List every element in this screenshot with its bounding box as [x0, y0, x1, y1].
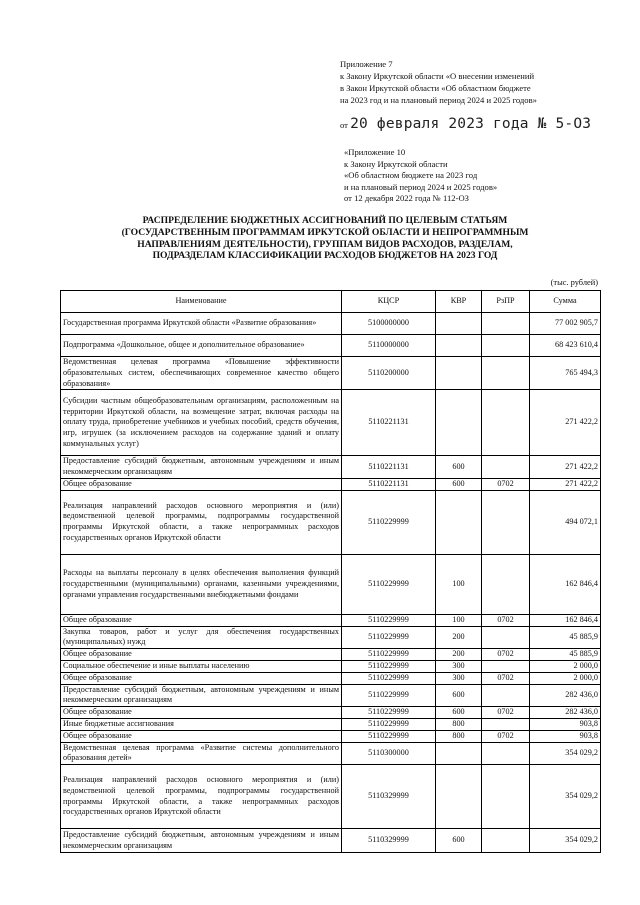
cell-rzpr — [482, 626, 530, 649]
cell-kcsr: 5110221131 — [342, 456, 436, 479]
cell-name: Государственная программа Иркутской области «Развитие образования» — [61, 313, 342, 335]
cell-name: Ведомственная целевая программа «Повышение эффективности образовательных систем, обеспечивающих современное качество общего образования» — [61, 357, 342, 390]
cell-name: Предоставление субсидий бюджетным, автономным учреждениям и иным некоммерческим организациям — [61, 456, 342, 479]
cell-rzpr — [482, 742, 530, 765]
header-rzpr: РзПР — [482, 291, 530, 313]
table-row — [61, 707, 601, 719]
cell-name: Общее образование — [61, 672, 342, 684]
cell-kvr — [436, 390, 482, 456]
cell-sum: 77 002 905,7 — [530, 313, 601, 335]
appendix-10-header — [344, 147, 497, 205]
cell-kcsr: 5110229999 — [342, 614, 436, 626]
cell-sum: 282 436,0 — [530, 684, 601, 707]
cell-name: Реализация направлений расходов основного мероприятия и (или) ведомственной целевой программы, подпрограммы государственной программы Иркутской области, а также непрограммных расходов государственных органов Иркутской области — [61, 490, 342, 554]
table-row — [61, 765, 601, 829]
cell-rzpr: 0702 — [482, 649, 530, 661]
cell-name: Ведомственная целевая программа «Развитие системы дополнительного образования детей» — [61, 742, 342, 765]
cell-kvr — [436, 357, 482, 390]
appendix-10-line: и на плановый период 2024 и 2025 годов» — [344, 181, 498, 192]
cell-rzpr — [482, 456, 530, 479]
cell-sum: 765 494,3 — [530, 357, 601, 390]
cell-kvr: 600 — [436, 684, 482, 707]
cell-rzpr — [482, 684, 530, 707]
table-row — [61, 313, 601, 335]
appendix-7-line: Приложение 7 — [340, 59, 393, 69]
cell-rzpr — [482, 390, 530, 456]
cell-rzpr — [482, 718, 530, 730]
cell-kcsr: 5110329999 — [342, 829, 436, 853]
document-title — [100, 215, 550, 262]
cell-kvr — [436, 313, 482, 335]
table-row — [61, 390, 601, 456]
table-row — [61, 614, 601, 626]
cell-kcsr: 5110300000 — [342, 742, 436, 765]
cell-sum: 2 000,0 — [530, 660, 601, 672]
cell-kcsr: 5110229999 — [342, 626, 436, 649]
cell-kvr — [436, 335, 482, 357]
cell-sum: 271 422,2 — [530, 390, 601, 456]
table-row — [61, 626, 601, 649]
table-row — [61, 490, 601, 554]
cell-name: Общее образование — [61, 614, 342, 626]
cell-sum: 162 846,4 — [530, 554, 601, 614]
appendix-7-line: в Закон Иркутской области «Об областном бюджете — [340, 83, 531, 93]
cell-rzpr — [482, 490, 530, 554]
table-row — [61, 554, 601, 614]
title-line: ПОДРАЗДЕЛАМ КЛАССИФИКАЦИИ РАСХОДОВ БЮДЖЕТОВ НА 2023 ГОД — [152, 250, 498, 262]
cell-kcsr: 5110000000 — [342, 335, 436, 357]
cell-kcsr: 5110229999 — [342, 490, 436, 554]
cell-name: Подпрограмма «Дошкольное, общее и дополнительное образование» — [61, 335, 342, 357]
cell-rzpr — [482, 335, 530, 357]
cell-kcsr: 5110200000 — [342, 357, 436, 390]
cell-kcsr: 5100000000 — [342, 313, 436, 335]
cell-kcsr: 5110229999 — [342, 684, 436, 707]
cell-name: Иные бюджетные ассигнования — [61, 718, 342, 730]
title-line: (ГОСУДАРСТВЕННЫМ ПРОГРАММАМ ИРКУТСКОЙ ОБЛАСТИ И НЕПРОГРАММНЫМ — [121, 226, 529, 238]
cell-sum: 271 422,2 — [530, 478, 601, 490]
appendix-7-header — [340, 58, 537, 106]
table-row — [61, 456, 601, 479]
cell-name: Предоставление субсидий бюджетным, автономным учреждениям и иным некоммерческим организациям — [61, 684, 342, 707]
table-row — [61, 357, 601, 390]
appendix-10-line: от 12 декабря 2022 года № 112-ОЗ — [344, 193, 469, 204]
cell-kcsr: 5110229999 — [342, 649, 436, 661]
table-row — [61, 672, 601, 684]
table-body — [61, 313, 601, 853]
cell-sum: 162 846,4 — [530, 614, 601, 626]
cell-kvr: 300 — [436, 672, 482, 684]
cell-rzpr: 0702 — [482, 730, 530, 742]
cell-kvr: 200 — [436, 626, 482, 649]
header-sum: Сумма — [530, 291, 601, 313]
title-line: НАПРАВЛЕНИЯМ ДЕЯТЕЛЬНОСТИ), ГРУППАМ ВИДОВ РАСХОДОВ, РАЗДЕЛАМ, — [137, 238, 513, 250]
cell-kvr: 800 — [436, 718, 482, 730]
cell-kvr: 600 — [436, 707, 482, 719]
table-row — [61, 649, 601, 661]
table-row — [61, 829, 601, 853]
cell-name: Общее образование — [61, 649, 342, 661]
cell-sum: 494 072,1 — [530, 490, 601, 554]
header-name: Наименование — [61, 291, 342, 313]
cell-rzpr — [482, 829, 530, 853]
cell-kvr: 600 — [436, 829, 482, 853]
stamp-handwritten-date: 20 февраля 2023 года № 5-ОЗ — [350, 116, 592, 132]
cell-name: Предоставление субсидий бюджетным, автономным учреждениям и иным некоммерческим организациям — [61, 829, 342, 853]
cell-rzpr: 0702 — [482, 614, 530, 626]
table-row — [61, 730, 601, 742]
table-row — [61, 684, 601, 707]
cell-kcsr: 5110221131 — [342, 478, 436, 490]
cell-kvr: 200 — [436, 649, 482, 661]
header-kvr: КВР — [436, 291, 482, 313]
cell-kvr: 300 — [436, 660, 482, 672]
cell-sum: 45 885,9 — [530, 626, 601, 649]
title-line: РАСПРЕДЕЛЕНИЕ БЮДЖЕТНЫХ АССИГНОВАНИЙ ПО ЦЕЛЕВЫМ СТАТЬЯМ — [142, 215, 508, 226]
cell-name: Общее образование — [61, 707, 342, 719]
table-header-row — [61, 291, 601, 313]
cell-name: Общее образование — [61, 478, 342, 490]
cell-kcsr: 5110229999 — [342, 707, 436, 719]
cell-kvr: 100 — [436, 614, 482, 626]
cell-name: Социальное обеспечение и иные выплаты населению — [61, 660, 342, 672]
cell-sum: 68 423 610,4 — [530, 335, 601, 357]
appendix-10-line: «Об областном бюджете на 2023 год — [344, 170, 478, 181]
stamp-prefix: от — [340, 120, 348, 130]
cell-rzpr — [482, 660, 530, 672]
cell-kvr: 600 — [436, 456, 482, 479]
cell-name: Закупка товаров, работ и услуг для обеспечения государственных (муниципальных) нужд — [61, 626, 342, 649]
cell-sum: 282 436,0 — [530, 707, 601, 719]
cell-kvr: 600 — [436, 478, 482, 490]
table-row — [61, 335, 601, 357]
cell-kcsr: 5110229999 — [342, 660, 436, 672]
cell-sum: 354 029,2 — [530, 765, 601, 829]
cell-kcsr: 5110229999 — [342, 554, 436, 614]
table-row — [61, 718, 601, 730]
cell-sum: 903,8 — [530, 730, 601, 742]
budget-table — [60, 290, 601, 853]
cell-kvr: 800 — [436, 730, 482, 742]
cell-rzpr — [482, 313, 530, 335]
cell-rzpr — [482, 357, 530, 390]
cell-rzpr — [482, 765, 530, 829]
cell-kcsr: 5110221131 — [342, 390, 436, 456]
table-row — [61, 742, 601, 765]
cell-name: Расходы на выплаты персоналу в целях обеспечения выполнения функций государственными (муниципальными) органами, казенными учреждениями, органами управления государственными внебюджетными фондами — [61, 554, 342, 614]
cell-sum: 271 422,2 — [530, 456, 601, 479]
cell-sum: 354 029,2 — [530, 829, 601, 853]
cell-rzpr: 0702 — [482, 707, 530, 719]
cell-kcsr: 5110229999 — [342, 718, 436, 730]
appendix-10-line: к Закону Иркутской области — [344, 158, 448, 169]
appendix-7-line: к Закону Иркутской области «О внесении изменений — [340, 71, 535, 81]
units-label: (тыс. рублей) — [550, 278, 598, 287]
cell-rzpr — [482, 554, 530, 614]
cell-sum: 45 885,9 — [530, 649, 601, 661]
cell-rzpr: 0702 — [482, 672, 530, 684]
cell-rzpr: 0702 — [482, 478, 530, 490]
cell-kvr — [436, 490, 482, 554]
table-row — [61, 478, 601, 490]
cell-kcsr: 5110229999 — [342, 672, 436, 684]
cell-sum: 2 000,0 — [530, 672, 601, 684]
cell-sum: 903,8 — [530, 718, 601, 730]
cell-name: Общее образование — [61, 730, 342, 742]
cell-sum: 354 029,2 — [530, 742, 601, 765]
cell-kcsr: 5110329999 — [342, 765, 436, 829]
cell-kvr — [436, 742, 482, 765]
cell-kcsr: 5110229999 — [342, 730, 436, 742]
cell-name: Субсидии частным общеобразовательным организациям, расположенным на территории Иркутской области, на возмещение затрат, включая расходы на оплату труда, приобретение учебников и учебных пособий, средств обучения, игр, игрушек (за исключением расходов на содержание зданий и оплату коммунальных услуг) — [61, 390, 342, 456]
table-row — [61, 660, 601, 672]
cell-name: Реализация направлений расходов основного мероприятия и (или) ведомственной целевой программы, подпрограммы государственной программы Иркутской области, а также непрограммных расходов государственных органов Иркутской области — [61, 765, 342, 829]
appendix-10-line: «Приложение 10 — [344, 147, 406, 157]
cell-kvr: 100 — [436, 554, 482, 614]
cell-kvr — [436, 765, 482, 829]
header-kcsr: КЦСР — [342, 291, 436, 313]
law-date-stamp — [340, 116, 591, 132]
appendix-7-line: на 2023 год и на плановый период 2024 и 2025 годов» — [340, 95, 537, 105]
